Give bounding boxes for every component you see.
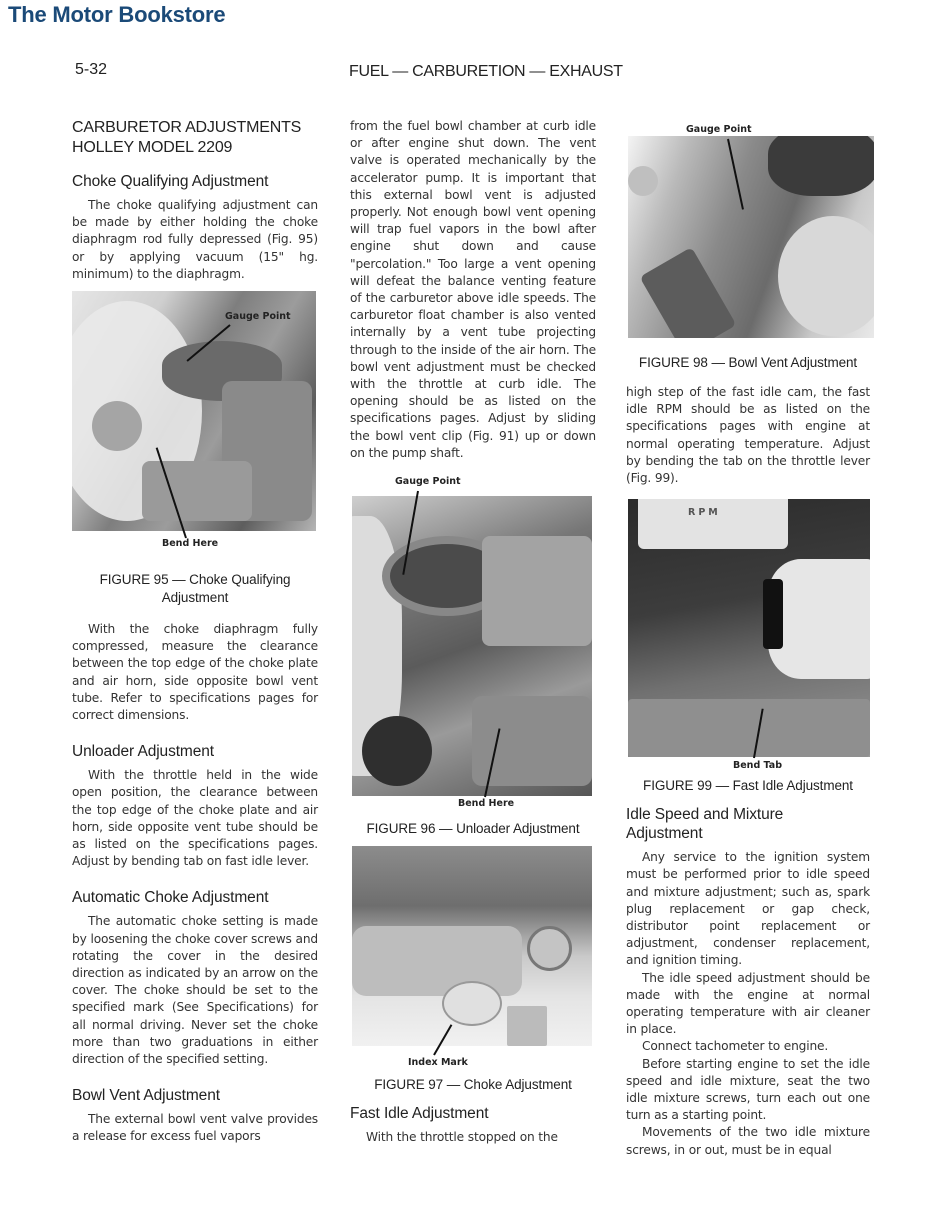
- gauge-rpm-label: RPM: [688, 507, 721, 519]
- figure-98: [626, 118, 870, 338]
- figure-97-caption: FIGURE 97 — Choke Adjustment: [374, 1077, 572, 1093]
- idle-speed-para1: Any service to the ignition system must be performed prior to idle speed and mixture adjustment; such as, spark plug replacement or gap check, distributor point replacement or adjustment, condenser replacement, and ignition timing.: [626, 850, 870, 968]
- choke-qualifying-para2: With the choke diaphragm fully compressed, measure the clearance between the top edge of the choke plate and air horn, side opposite bowl vent tube. Refer to specifications pages for correct dimensions.: [72, 622, 318, 723]
- heading-choke-qualifying: Choke Qualifying Adjustment: [72, 173, 269, 190]
- automatic-choke-para: The automatic choke setting is made by loosening the choke cover screws and rotating the cover in the desired direction as indicated by an arrow on the cover. The choke should be set to the specified mark (See Specifications) for all normal driving. Never set the choke more than two graduations in either direction of the specified setting.: [72, 914, 318, 1067]
- figure-96-caption: FIGURE 96 — Unloader Adjustment: [366, 821, 580, 837]
- caption-line: Adjustment: [161, 590, 229, 606]
- figure-99-caption: FIGURE 99 — Fast Idle Adjustment: [643, 778, 853, 794]
- heading-automatic-choke: Automatic Choke Adjustment: [72, 889, 269, 907]
- column-1: [72, 118, 318, 1146]
- heading-bowl-vent: Bowl Vent Adjustment: [72, 1087, 220, 1105]
- figure-99: [626, 499, 870, 772]
- idle-speed-para2: The idle speed adjustment should be made with the engine at normal operating temperature with air cleaner in place.: [626, 970, 870, 1037]
- callout-gauge-point: Gauge Point: [395, 476, 461, 488]
- idle-speed-para3: Connect tachometer to engine.: [642, 1039, 829, 1054]
- running-head: FUEL — CARBURETION — EXHAUST: [349, 63, 623, 80]
- callout-bend-here: Bend Here: [162, 538, 219, 550]
- caption-line: FIGURE 95 — Choke Qualifying: [99, 572, 291, 588]
- figure-97: [350, 846, 596, 1069]
- heading-line: Idle Speed and Mixture: [626, 806, 784, 824]
- fast-idle-para-start: With the throttle stopped on the: [366, 1130, 558, 1145]
- column-3: [626, 118, 870, 1159]
- brand-title[interactable]: The Motor Bookstore: [8, 2, 226, 27]
- callout-gauge-point: Gauge Point: [686, 124, 752, 135]
- callout-index-mark: Index Mark: [408, 1057, 468, 1069]
- callout-bend-here: Bend Here: [458, 798, 515, 810]
- choke-qualifying-para1: The choke qualifying adjustment can be made by either holding the choke diaphragm rod fully depressed (Fig. 95) or by applying vacuum (15" hg. minimum) to the diaphragm.: [72, 198, 318, 281]
- fast-idle-para-continued: high step of the fast idle cam, the fast idle RPM should be as listed on the specifications pages with engine at normal operating temperature. Adjust by bending the tab on the throttle lever (Fig. 99).: [626, 385, 870, 486]
- figure-97-photo: [352, 846, 592, 1046]
- bowl-vent-para-continued: from the fuel bowl chamber at curb idle or after engine shut down. The vent valve is operated mechanically by the accelerator pump. It is important that this external bowl vent is adjusted properly. Not enough bowl vent opening will trap fuel vapors in the bowl after engine shut down and cause "percolation." Too large a vent opening will defeat the balance venting feature of the carburetor above idle speeds. The carburetor float chamber is also vented internally by a vent tube projecting through to the inside of the air horn. The bowl vent adjustment must be checked with the throttle at curb idle. The opening should be as listed on the specifications pages. Adjust by sliding the bowl vent clip (Fig. 91) up or down on the pump shaft.: [350, 119, 596, 460]
- figure-98-caption: FIGURE 98 — Bowl Vent Adjustment: [638, 355, 858, 370]
- main-title-line2: HOLLEY MODEL 2209: [72, 139, 233, 156]
- figure-99-photo: [628, 499, 870, 757]
- heading-line: Adjustment: [626, 825, 703, 843]
- figure-98-photo: [628, 136, 874, 338]
- heading-idle-speed-mixture: [626, 805, 870, 843]
- figure-95-photo: [72, 291, 316, 531]
- heading-fast-idle: Fast Idle Adjustment: [350, 1105, 489, 1123]
- main-title: [72, 118, 318, 158]
- figure-96-photo: [352, 496, 592, 796]
- page-number: 5-32: [75, 61, 108, 78]
- figure-95: [72, 291, 318, 591]
- idle-speed-para4: Before starting engine to set the idle speed and idle mixture, seat the two idle mixture screws, turn each out one turn as a starting point.: [626, 1056, 870, 1123]
- heading-unloader: Unloader Adjustment: [72, 743, 214, 761]
- callout-bend-tab: Bend Tab: [733, 760, 783, 772]
- unloader-para: With the throttle held in the wide open position, the clearance between the top edge of the choke plate and air horn, side opposite vent tube should be as listed on the specifications pages. Adjust by bending tab on fast idle lever.: [72, 768, 318, 869]
- idle-speed-para5-start: Movements of the two idle mixture screws, in or out, must be in equal: [626, 1125, 870, 1157]
- bowl-vent-para-start: The external bowl vent valve provides a release for excess fuel vapors: [72, 1112, 318, 1144]
- column-2: [350, 118, 596, 1146]
- figure-96: [350, 476, 596, 816]
- main-title-line1: CARBURETOR ADJUSTMENTS: [72, 119, 302, 136]
- callout-gauge-point: Gauge Point: [225, 311, 291, 323]
